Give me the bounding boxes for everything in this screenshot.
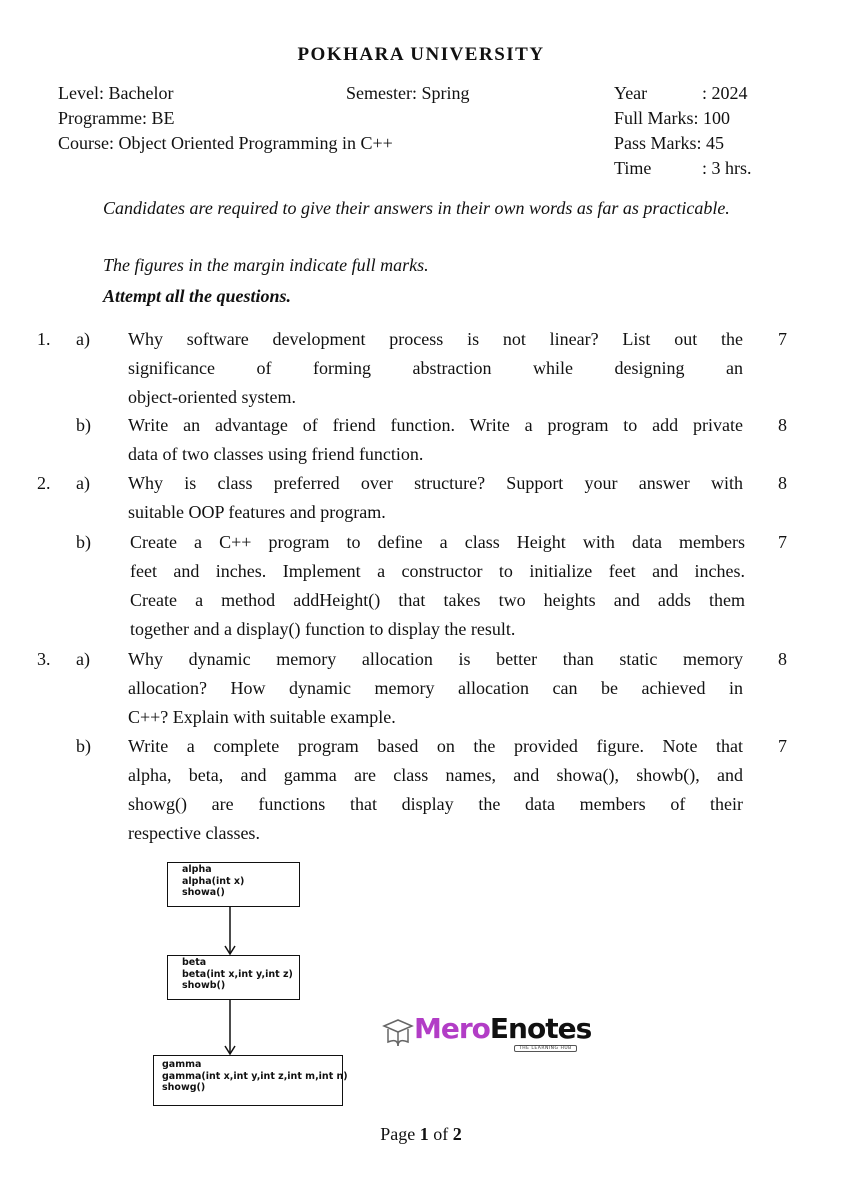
question-line: Create a method addHeight() that takes two heights and adds them xyxy=(130,590,745,610)
question-line: Why dynamic memory allocation is better than static memory xyxy=(128,649,743,669)
question-part: a) xyxy=(76,473,90,493)
question-line: showg() are functions that display the data members of their xyxy=(128,794,743,814)
question-marks: 8 xyxy=(778,649,787,669)
question-line: feet and inches. Implement a constructor to initialize feet and inches. xyxy=(130,561,745,581)
question-line: Why is class preferred over structure? Support your answer with xyxy=(128,473,743,493)
logo-enotes-text: Enotes xyxy=(489,1012,592,1045)
question-marks: 8 xyxy=(778,415,787,435)
question-line: suitable OOP features and program. xyxy=(128,502,386,522)
question-line: together and a display() function to display the result. xyxy=(130,619,516,639)
question-marks: 7 xyxy=(778,736,787,756)
question-marks: 7 xyxy=(778,329,787,349)
instruction-margin: The figures in the margin indicate full marks. xyxy=(103,255,429,275)
book-icon xyxy=(380,1016,416,1050)
question-part: b) xyxy=(76,415,91,435)
question-line: object-oriented system. xyxy=(128,387,296,407)
page-prefix: Page xyxy=(380,1124,416,1144)
logo-tagline: THE LEARNING HUB xyxy=(514,1045,577,1052)
question-line: data of two classes using friend function. xyxy=(128,444,424,464)
instruction-answers: Candidates are required to give their answers in their own words as far as practicable. xyxy=(103,198,730,218)
year-label: Year xyxy=(614,83,648,103)
university-title: POKHARA UNIVERSITY xyxy=(297,44,545,65)
question-text xyxy=(128,469,743,527)
question-line: allocation? How dynamic memory allocation can be achieved in xyxy=(128,678,743,698)
question-marks: 7 xyxy=(778,532,787,552)
question-text xyxy=(128,325,743,412)
programme-text: Programme: BE xyxy=(58,108,175,128)
question-line: Write an advantage of friend function. Write a program to add private xyxy=(128,415,743,435)
beta-class-name: beta xyxy=(182,957,207,968)
level-text: Level: Bachelor xyxy=(58,83,174,103)
page-of: of xyxy=(433,1124,449,1144)
pass-marks-text: Pass Marks: 45 xyxy=(614,133,725,153)
question-marks: 8 xyxy=(778,473,787,493)
beta-gamma-arrow xyxy=(222,999,238,1056)
question-line: respective classes. xyxy=(128,823,260,843)
question-number: 2. xyxy=(37,473,51,493)
year-value: : 2024 xyxy=(702,83,748,103)
alpha-class-box xyxy=(167,862,300,907)
time-label: Time xyxy=(614,158,652,178)
question-line: alpha, beta, and gamma are class names, and showa(), showb(), and xyxy=(128,765,743,785)
beta-method: showb() xyxy=(182,980,226,991)
question-number: 1. xyxy=(37,329,51,349)
question-line: significance of forming abstraction while designing an xyxy=(128,358,743,378)
question-text xyxy=(130,528,745,644)
gamma-constructor: gamma(int x,int y,int z,int m,int n) xyxy=(162,1070,348,1082)
question-part: b) xyxy=(76,736,91,756)
gamma-class-box xyxy=(153,1055,348,1106)
meroenotes-watermark xyxy=(380,1012,600,1057)
course-text: Course: Object Oriented Programming in C++ xyxy=(58,133,393,153)
full-marks-text: Full Marks: 100 xyxy=(614,108,731,128)
exam-info-left xyxy=(58,81,393,156)
question-text xyxy=(128,411,743,469)
question-number: 3. xyxy=(37,649,51,669)
time-value: : 3 hrs. xyxy=(702,158,752,178)
question-part: b) xyxy=(76,532,91,552)
beta-class-box xyxy=(167,955,300,1000)
alpha-class-name: alpha xyxy=(182,864,212,875)
question-line: Write a complete program based on the provided figure. Note that xyxy=(128,736,743,756)
question-text xyxy=(128,645,743,732)
exam-info-right xyxy=(614,81,752,181)
page-total: 2 xyxy=(452,1124,462,1144)
question-text xyxy=(128,732,743,848)
question-line: Create a C++ program to define a class Height with data members xyxy=(130,532,745,552)
semester-text: Semester: Spring xyxy=(346,83,470,103)
question-line: C++? Explain with suitable example. xyxy=(128,707,396,727)
question-part: a) xyxy=(76,329,90,349)
beta-constructor: beta(int x,int y,int z) xyxy=(182,968,293,980)
gamma-class-name: gamma xyxy=(162,1059,202,1070)
alpha-method: showa() xyxy=(182,887,225,898)
logo-mero-text: Mero xyxy=(414,1012,490,1045)
alpha-constructor: alpha(int x) xyxy=(182,875,245,887)
question-line: Why software development process is not linear? List out the xyxy=(128,329,743,349)
gamma-method: showg() xyxy=(162,1082,206,1093)
page-current: 1 xyxy=(419,1124,429,1144)
instruction-attempt: Attempt all the questions. xyxy=(103,286,292,306)
page-number xyxy=(0,1124,842,1145)
question-part: a) xyxy=(76,649,90,669)
alpha-beta-arrow xyxy=(222,906,238,956)
